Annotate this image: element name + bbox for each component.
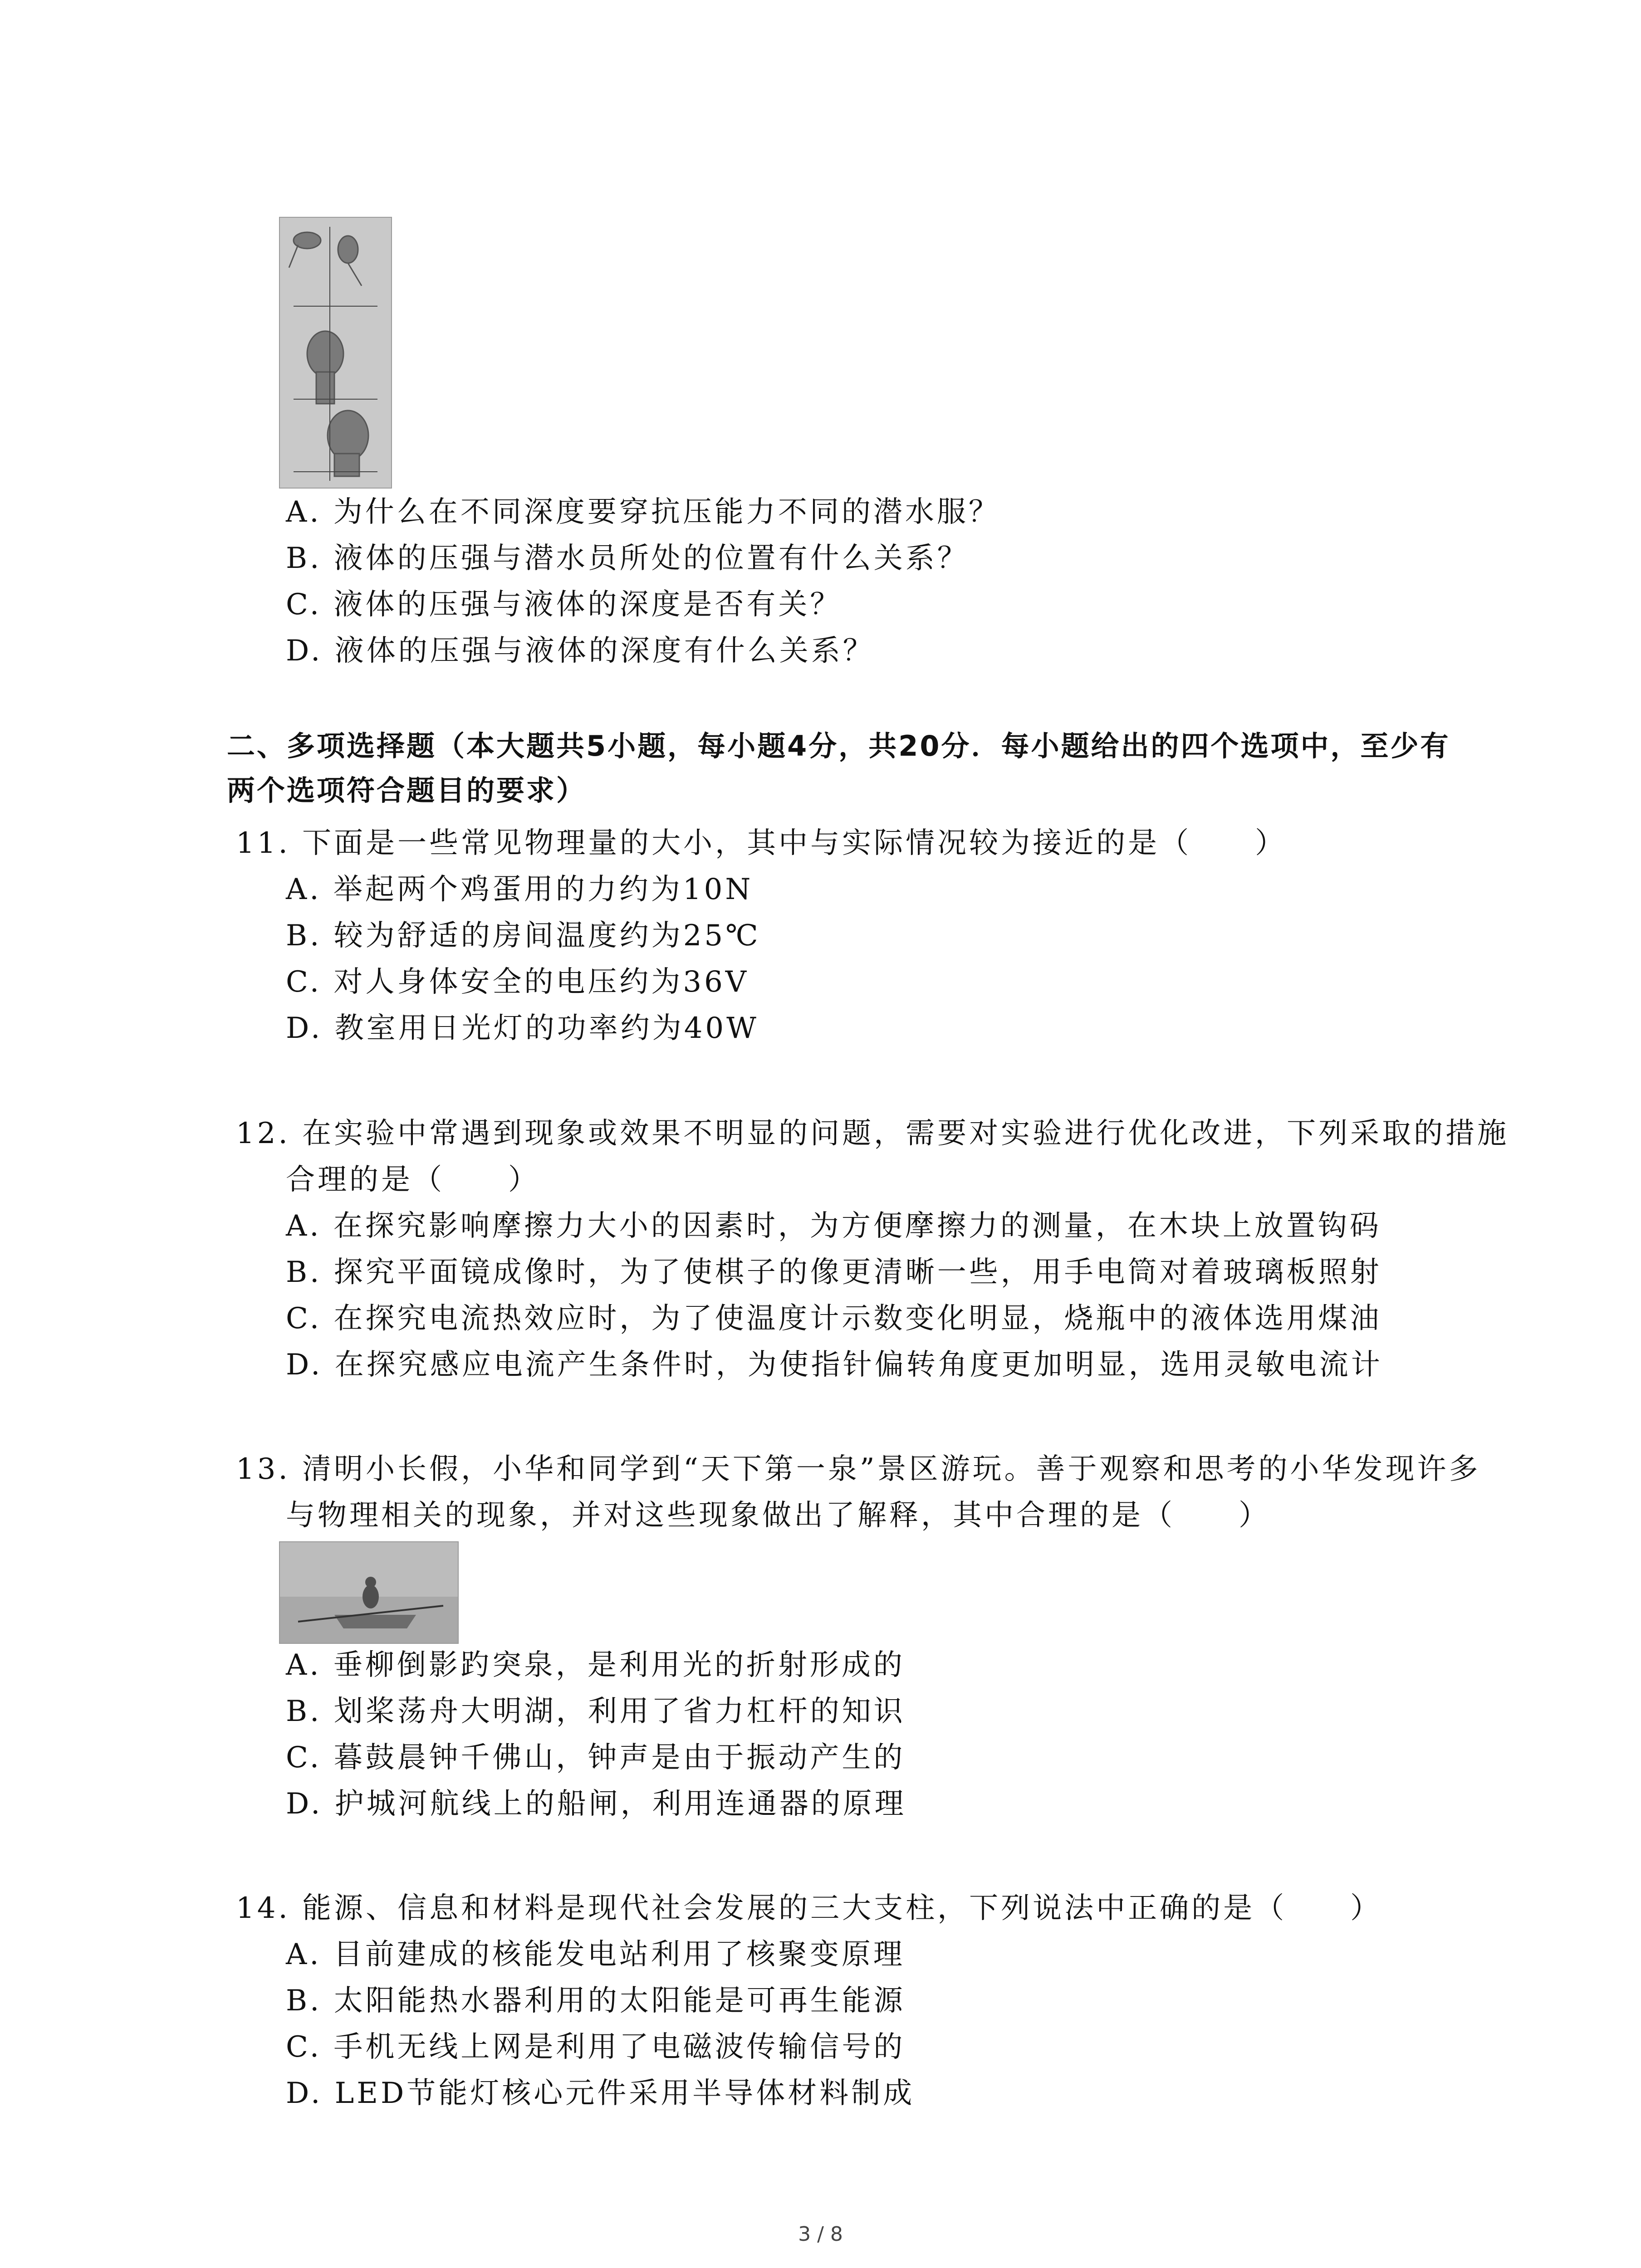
q12-option-c: C. 在探究电流热效应时，为了使温度计示数变化明显，烧瓶中的液体选用煤油 — [286, 1302, 1382, 1335]
section-2-title-line2: 两个选项符合题目的要求） — [227, 774, 587, 807]
q10-option-d: D. 液体的压强与液体的深度有什么关系？ — [286, 634, 875, 668]
q12-option-b: B. 探究平面镜成像时，为了使棋子的像更清晰一些，用手电筒对着玻璃板照射 — [286, 1256, 1382, 1289]
q10-option-a: A. 为什么在不同深度要穿抗压能力不同的潜水服？ — [286, 495, 1000, 529]
q11-option-c: C. 对人身体安全的电压约为36V — [286, 965, 749, 999]
q10-option-c: C. 液体的压强与液体的深度是否有关？ — [286, 588, 842, 621]
q11-stem: 11. 下面是一些常见物理量的大小，其中与实际情况较为接近的是（ ） — [236, 826, 1287, 860]
q11-option-b: B. 较为舒适的房间温度约为25℃ — [286, 919, 761, 953]
q13-stem-line2: 与物理相关的现象，并对这些现象做出了解释，其中合理的是（ ） — [286, 1499, 1270, 1532]
q12-stem-line2: 合理的是（ ） — [286, 1163, 540, 1197]
q14-option-d: D. LED节能灯核心元件采用半导体材料制成 — [286, 2077, 915, 2110]
q13-stem-line1: 13. 清明小长假，小华和同学到“天下第一泉”景区游玩。善于观察和思考的小华发现许多 — [236, 1452, 1481, 1486]
section-2-title-line1: 二、多项选择题（本大题共5小题，每小题4分，共20分．每小题给出的四个选项中，至少有 — [227, 729, 1450, 763]
q14-option-c: C. 手机无线上网是利用了电磁波传输信号的 — [286, 2030, 906, 2064]
q11-option-d: D. 教室用日光灯的功率约为40W — [286, 1012, 759, 1045]
q13-option-c: C. 暮鼓晨钟千佛山，钟声是由于振动产生的 — [286, 1741, 906, 1774]
q14-option-b: B. 太阳能热水器利用的太阳能是可再生能源 — [286, 1984, 906, 2018]
q13-option-a: A. 垂柳倒影趵突泉，是利用光的折射形成的 — [286, 1648, 905, 1682]
q10-option-b: B. 液体的压强与潜水员所处的位置有什么关系？ — [286, 542, 969, 575]
q12-option-a: A. 在探究影响摩擦力大小的因素时，为方便摩擦力的测量，在木块上放置钩码 — [286, 1209, 1381, 1243]
page-number: 3 / 8 — [798, 2223, 843, 2246]
rowing-boat-photo — [279, 1541, 459, 1644]
diver-figure — [279, 217, 392, 489]
q11-option-a: A. 举起两个鸡蛋用的力约为10N — [286, 873, 754, 906]
q12-option-d: D. 在探究感应电流产生条件时，为使指针偏转角度更加明显，选用灵敏电流计 — [286, 1348, 1383, 1382]
q12-stem-line1: 12. 在实验中常遇到现象或效果不明显的问题，需要对实验进行优化改进，下列采取的措施 — [236, 1117, 1509, 1150]
q14-stem: 14. 能源、信息和材料是现代社会发展的三大支柱，下列说法中正确的是（ ） — [236, 1892, 1382, 1925]
q14-option-a: A. 目前建成的核能发电站利用了核聚变原理 — [286, 1938, 905, 1971]
q13-option-d: D. 护城河航线上的船闸，利用连通器的原理 — [286, 1787, 906, 1821]
q13-option-b: B. 划桨荡舟大明湖，利用了省力杠杆的知识 — [286, 1695, 906, 1728]
